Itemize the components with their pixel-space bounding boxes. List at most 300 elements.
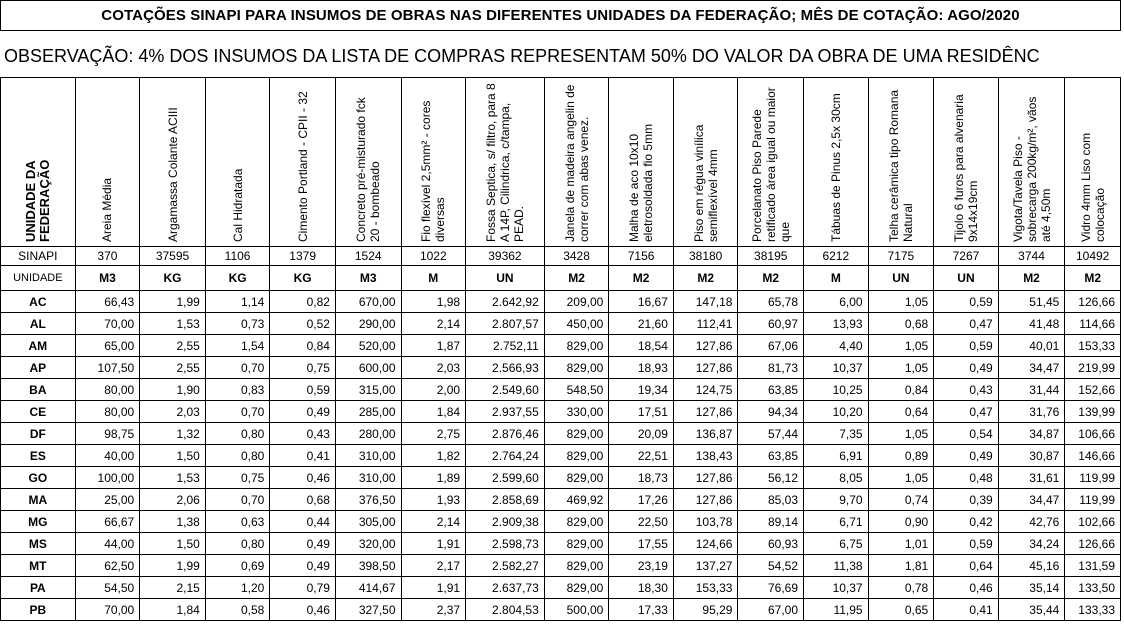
price-cell: 2.807,57 xyxy=(466,313,545,335)
price-cell: 17,26 xyxy=(609,489,674,511)
price-cell: 16,67 xyxy=(609,291,674,313)
table-row xyxy=(1,423,1121,445)
price-cell: 18,54 xyxy=(609,335,674,357)
price-cell: 1,05 xyxy=(868,291,934,313)
price-cell: 31,44 xyxy=(998,379,1065,401)
price-cell: 102,66 xyxy=(1065,511,1121,533)
price-cell: 0,84 xyxy=(868,379,934,401)
price-cell: 67,00 xyxy=(738,599,804,621)
price-cell: 285,00 xyxy=(335,401,401,423)
price-cell: 2,55 xyxy=(140,335,206,357)
price-cell: 133,33 xyxy=(1065,599,1121,621)
price-cell: 127,86 xyxy=(673,401,738,423)
price-cell: 20,09 xyxy=(609,423,674,445)
price-cell: 829,00 xyxy=(544,555,609,577)
price-cell: 18,73 xyxy=(609,467,674,489)
sinapi-code-cell: 3428 xyxy=(544,247,609,266)
price-cell: 35,14 xyxy=(998,577,1065,599)
price-cell: 11,95 xyxy=(804,599,869,621)
price-cell: 469,92 xyxy=(544,489,609,511)
price-cell: 80,00 xyxy=(75,379,140,401)
uf-cell: PB xyxy=(1,599,76,621)
price-cell: 22,51 xyxy=(609,445,674,467)
column-header-label: Piso em régua vinílica semiflexível 4mm xyxy=(691,124,720,242)
price-cell: 18,93 xyxy=(609,357,674,379)
price-cell: 100,00 xyxy=(75,467,140,489)
table-row xyxy=(1,379,1121,401)
price-cell: 829,00 xyxy=(544,357,609,379)
price-cell: 25,00 xyxy=(75,489,140,511)
price-cell: 17,51 xyxy=(609,401,674,423)
price-cell: 1,91 xyxy=(401,533,466,555)
sinapi-code-cell: 38180 xyxy=(673,247,738,266)
price-cell: 1,84 xyxy=(140,599,206,621)
price-cell: 310,00 xyxy=(335,467,401,489)
price-cell: 9,70 xyxy=(804,489,869,511)
uf-cell: GO xyxy=(1,467,76,489)
column-header-label: Areia Média xyxy=(100,177,115,242)
price-cell: 10,37 xyxy=(804,357,869,379)
price-cell: 85,03 xyxy=(738,489,804,511)
price-cell: 2.599,60 xyxy=(466,467,545,489)
price-cell: 2.876,46 xyxy=(466,423,545,445)
price-cell: 0,49 xyxy=(934,357,999,379)
price-cell: 829,00 xyxy=(544,335,609,357)
price-cell: 107,50 xyxy=(75,357,140,379)
price-cell: 63,85 xyxy=(738,379,804,401)
price-cell: 127,86 xyxy=(673,467,738,489)
price-cell: 2,55 xyxy=(140,357,206,379)
unit-cell: M2 xyxy=(1065,266,1121,291)
price-cell: 60,93 xyxy=(738,533,804,555)
price-cell: 2,03 xyxy=(140,401,206,423)
price-cell: 1,90 xyxy=(140,379,206,401)
price-cell: 1,82 xyxy=(401,445,466,467)
price-cell: 66,67 xyxy=(75,511,140,533)
column-header-cell xyxy=(75,78,140,247)
table-row xyxy=(1,357,1121,379)
column-header-cell xyxy=(738,78,804,247)
price-cell: 0,80 xyxy=(205,533,270,555)
column-header-label: Malha de aco 10x10 eletrosoldada fio 5mm xyxy=(627,123,656,242)
sinapi-code-cell: 370 xyxy=(75,247,140,266)
price-cell: 310,00 xyxy=(335,445,401,467)
unit-cell: KG xyxy=(205,266,270,291)
price-cell: 127,86 xyxy=(673,357,738,379)
price-cell: 23,19 xyxy=(609,555,674,577)
column-header-cell xyxy=(868,78,934,247)
uf-cell: MS xyxy=(1,533,76,555)
price-cell: 0,41 xyxy=(934,599,999,621)
unit-cell: UN xyxy=(868,266,934,291)
sinapi-code-cell: 6212 xyxy=(804,247,869,266)
price-cell: 2,00 xyxy=(401,379,466,401)
unit-cell: UN xyxy=(934,266,999,291)
price-cell: 2,15 xyxy=(140,577,206,599)
column-header-cell xyxy=(673,78,738,247)
price-cell: 2,06 xyxy=(140,489,206,511)
price-cell: 34,24 xyxy=(998,533,1065,555)
price-cell: 2,75 xyxy=(401,423,466,445)
uf-cell: MT xyxy=(1,555,76,577)
price-cell: 62,50 xyxy=(75,555,140,577)
price-cell: 6,00 xyxy=(804,291,869,313)
price-cell: 2.804,53 xyxy=(466,599,545,621)
unit-cell: M2 xyxy=(998,266,1065,291)
column-header-label: Janela de madeira angelin de correr com abas venez. xyxy=(562,84,591,242)
price-cell: 1,93 xyxy=(401,489,466,511)
price-cell: 829,00 xyxy=(544,533,609,555)
column-header-cell xyxy=(205,78,270,247)
price-cell: 0,68 xyxy=(270,489,336,511)
price-cell: 0,64 xyxy=(934,555,999,577)
price-cell: 95,29 xyxy=(673,599,738,621)
uf-cell: DF xyxy=(1,423,76,445)
table-row xyxy=(1,313,1121,335)
price-cell: 0,78 xyxy=(868,577,934,599)
price-cell: 153,33 xyxy=(673,577,738,599)
sinapi-code-cell: 39362 xyxy=(466,247,545,266)
price-cell: 500,00 xyxy=(544,599,609,621)
price-cell: 829,00 xyxy=(544,423,609,445)
price-cell: 147,18 xyxy=(673,291,738,313)
column-header-cell xyxy=(998,78,1065,247)
price-cell: 41,48 xyxy=(998,313,1065,335)
uf-cell: AP xyxy=(1,357,76,379)
column-header-cell xyxy=(140,78,206,247)
price-cell: 65,00 xyxy=(75,335,140,357)
price-cell: 0,43 xyxy=(270,423,336,445)
price-cell: 0,59 xyxy=(934,291,999,313)
column-header-label: Argamassa Colante ACIII xyxy=(165,107,180,242)
price-cell: 1,14 xyxy=(205,291,270,313)
price-cell: 21,60 xyxy=(609,313,674,335)
price-cell: 0,46 xyxy=(270,599,336,621)
price-cell: 327,50 xyxy=(335,599,401,621)
uf-cell: MG xyxy=(1,511,76,533)
uf-cell: AL xyxy=(1,313,76,335)
price-cell: 450,00 xyxy=(544,313,609,335)
price-cell: 31,61 xyxy=(998,467,1065,489)
price-cell: 6,71 xyxy=(804,511,869,533)
price-cell: 80,00 xyxy=(75,401,140,423)
price-cell: 0,63 xyxy=(205,511,270,533)
price-cell: 10,20 xyxy=(804,401,869,423)
unit-cell: UN xyxy=(466,266,545,291)
sinapi-code-cell: 7156 xyxy=(609,247,674,266)
unit-cell: M xyxy=(804,266,869,291)
price-cell: 81,73 xyxy=(738,357,804,379)
price-cell: 670,00 xyxy=(335,291,401,313)
table-row xyxy=(1,335,1121,357)
sinapi-label: SINAPI xyxy=(1,247,76,266)
column-header-label: Vigota/Tavela Piso - sobrecarga 200kg/m², vãos até 4,50m xyxy=(1010,96,1053,242)
price-cell: 1,38 xyxy=(140,511,206,533)
price-cell: 1,84 xyxy=(401,401,466,423)
price-cell: 0,75 xyxy=(270,357,336,379)
price-cell: 0,68 xyxy=(868,313,934,335)
price-cell: 0,59 xyxy=(934,335,999,357)
price-cell: 0,41 xyxy=(270,445,336,467)
price-cell: 2,14 xyxy=(401,511,466,533)
price-cell: 2.582,27 xyxy=(466,555,545,577)
table-row xyxy=(1,511,1121,533)
price-cell: 0,83 xyxy=(205,379,270,401)
column-header-label: Fio flexível 2,5mm² - cores diversas xyxy=(419,100,448,242)
price-cell: 0,70 xyxy=(205,401,270,423)
sinapi-code-cell: 1524 xyxy=(335,247,401,266)
price-cell: 6,75 xyxy=(804,533,869,555)
price-cell: 106,66 xyxy=(1065,423,1121,445)
sinapi-code-cell: 1106 xyxy=(205,247,270,266)
price-cell: 1,50 xyxy=(140,445,206,467)
price-cell: 119,99 xyxy=(1065,489,1121,511)
price-cell: 126,66 xyxy=(1065,291,1121,313)
column-header-cell xyxy=(609,78,674,247)
price-cell: 2,37 xyxy=(401,599,466,621)
price-cell: 1,50 xyxy=(140,533,206,555)
price-cell: 2.937,55 xyxy=(466,401,545,423)
column-header-label: Tábuas de Pinus 2,5x 30cm xyxy=(828,93,843,242)
price-cell: 0,44 xyxy=(270,511,336,533)
uf-cell: AC xyxy=(1,291,76,313)
price-cell: 133,50 xyxy=(1065,577,1121,599)
table-row xyxy=(1,401,1121,423)
price-cell: 76,69 xyxy=(738,577,804,599)
price-cell: 136,87 xyxy=(673,423,738,445)
price-cell: 51,45 xyxy=(998,291,1065,313)
sinapi-code-cell: 38195 xyxy=(738,247,804,266)
price-cell: 124,66 xyxy=(673,533,738,555)
unit-label: UNIDADE xyxy=(1,266,76,291)
price-cell: 520,00 xyxy=(335,335,401,357)
price-cell: 1,54 xyxy=(205,335,270,357)
column-header-cell xyxy=(335,78,401,247)
column-header-label: Porcelanato Piso Parede retificado área igual ou maior que xyxy=(749,87,792,242)
price-cell: 829,00 xyxy=(544,467,609,489)
table-row xyxy=(1,533,1121,555)
price-cell: 2.549,60 xyxy=(466,379,545,401)
uf-cell: MA xyxy=(1,489,76,511)
price-cell: 330,00 xyxy=(544,401,609,423)
price-cell: 829,00 xyxy=(544,511,609,533)
price-cell: 63,85 xyxy=(738,445,804,467)
price-cell: 18,30 xyxy=(609,577,674,599)
price-cell: 0,80 xyxy=(205,423,270,445)
price-cell: 376,50 xyxy=(335,489,401,511)
price-cell: 57,44 xyxy=(738,423,804,445)
unit-cell: M2 xyxy=(738,266,804,291)
price-cell: 0,48 xyxy=(934,467,999,489)
uf-cell: PA xyxy=(1,577,76,599)
uf-cell: BA xyxy=(1,379,76,401)
price-cell: 1,87 xyxy=(401,335,466,357)
price-cell: 0,46 xyxy=(934,577,999,599)
price-cell: 0,90 xyxy=(868,511,934,533)
price-cell: 2,17 xyxy=(401,555,466,577)
price-cell: 1,99 xyxy=(140,291,206,313)
price-cell: 10,37 xyxy=(804,577,869,599)
price-cell: 600,00 xyxy=(335,357,401,379)
price-cell: 54,52 xyxy=(738,555,804,577)
price-cell: 0,75 xyxy=(205,467,270,489)
price-cell: 40,01 xyxy=(998,335,1065,357)
corner-header-label: UNIDADE DA FEDERAÇÃO xyxy=(22,159,52,242)
price-cell: 320,00 xyxy=(335,533,401,555)
unit-cell: KG xyxy=(270,266,336,291)
price-cell: 0,46 xyxy=(270,467,336,489)
price-cell: 139,99 xyxy=(1065,401,1121,423)
price-cell: 829,00 xyxy=(544,577,609,599)
price-cell: 1,05 xyxy=(868,335,934,357)
price-cell: 60,97 xyxy=(738,313,804,335)
column-header-label: Telha cerâmica tipo Romana Natural xyxy=(886,89,915,242)
price-cell: 1,20 xyxy=(205,577,270,599)
price-cell: 0,82 xyxy=(270,291,336,313)
sinapi-code-row xyxy=(1,247,1121,266)
price-cell: 13,93 xyxy=(804,313,869,335)
price-cell: 42,76 xyxy=(998,511,1065,533)
price-cell: 89,14 xyxy=(738,511,804,533)
price-cell: 4,40 xyxy=(804,335,869,357)
price-cell: 0,84 xyxy=(270,335,336,357)
price-cell: 219,99 xyxy=(1065,357,1121,379)
column-header-cell xyxy=(544,78,609,247)
price-cell: 7,35 xyxy=(804,423,869,445)
page-title: COTAÇÕES SINAPI PARA INSUMOS DE OBRAS NAS DIFERENTES UNIDADES DA FEDERAÇÃO; MÊS DE COTAÇÃO: AGO/2020 xyxy=(0,0,1121,31)
price-cell: 70,00 xyxy=(75,313,140,335)
price-cell: 67,06 xyxy=(738,335,804,357)
table-row xyxy=(1,555,1121,577)
price-cell: 44,00 xyxy=(75,533,140,555)
price-cell: 1,89 xyxy=(401,467,466,489)
unit-cell: M xyxy=(401,266,466,291)
price-cell: 0,89 xyxy=(868,445,934,467)
observation-text: OBSERVAÇÃO: 4% DOS INSUMOS DA LISTA DE COMPRAS REPRESENTAM 50% DO VALOR DA OBRA DE UMA RESIDÊNC xyxy=(4,46,1040,66)
price-cell: 0,69 xyxy=(205,555,270,577)
price-cell: 290,00 xyxy=(335,313,401,335)
price-cell: 0,49 xyxy=(934,445,999,467)
price-cell: 209,00 xyxy=(544,291,609,313)
price-cell: 65,78 xyxy=(738,291,804,313)
column-header-cell xyxy=(270,78,336,247)
header-row xyxy=(1,78,1121,247)
unit-cell: M2 xyxy=(609,266,674,291)
price-cell: 2.909,38 xyxy=(466,511,545,533)
price-cell: 829,00 xyxy=(544,445,609,467)
price-cell: 114,66 xyxy=(1065,313,1121,335)
column-header-cell xyxy=(934,78,999,247)
price-cell: 2,14 xyxy=(401,313,466,335)
price-cell: 70,00 xyxy=(75,599,140,621)
price-cell: 2.752,11 xyxy=(466,335,545,357)
column-header-cell xyxy=(466,78,545,247)
price-cell: 153,33 xyxy=(1065,335,1121,357)
price-cell: 40,00 xyxy=(75,445,140,467)
price-cell: 10,25 xyxy=(804,379,869,401)
price-cell: 2.566,93 xyxy=(466,357,545,379)
price-cell: 0,49 xyxy=(270,401,336,423)
table-row xyxy=(1,445,1121,467)
price-cell: 1,32 xyxy=(140,423,206,445)
price-cell: 1,53 xyxy=(140,467,206,489)
uf-cell: ES xyxy=(1,445,76,467)
price-cell: 127,86 xyxy=(673,335,738,357)
price-cell: 0,49 xyxy=(270,555,336,577)
price-cell: 2.764,24 xyxy=(466,445,545,467)
price-cell: 2.637,73 xyxy=(466,577,545,599)
price-cell: 1,91 xyxy=(401,577,466,599)
table-row xyxy=(1,599,1121,621)
price-cell: 131,59 xyxy=(1065,555,1121,577)
sinapi-code-cell: 7267 xyxy=(934,247,999,266)
price-cell: 0,59 xyxy=(934,533,999,555)
unit-cell: M2 xyxy=(673,266,738,291)
column-header-label: Vidro 4mm Liso com colocação xyxy=(1078,132,1107,242)
price-cell: 280,00 xyxy=(335,423,401,445)
price-cell: 66,43 xyxy=(75,291,140,313)
price-table xyxy=(0,77,1121,621)
unit-row xyxy=(1,266,1121,291)
price-cell: 146,66 xyxy=(1065,445,1121,467)
price-cell: 54,50 xyxy=(75,577,140,599)
price-cell: 35,44 xyxy=(998,599,1065,621)
price-cell: 124,75 xyxy=(673,379,738,401)
price-cell: 31,76 xyxy=(998,401,1065,423)
price-cell: 152,66 xyxy=(1065,379,1121,401)
price-cell: 414,67 xyxy=(335,577,401,599)
price-cell: 1,99 xyxy=(140,555,206,577)
price-cell: 0,65 xyxy=(868,599,934,621)
price-cell: 0,80 xyxy=(205,445,270,467)
price-cell: 1,01 xyxy=(868,533,934,555)
price-cell: 137,27 xyxy=(673,555,738,577)
sinapi-code-cell: 7175 xyxy=(868,247,934,266)
price-cell: 11,38 xyxy=(804,555,869,577)
column-header-label: Fossa Septica, s/ filtro, para 8 A 14P, Cilindrica, c/tampa, PEAD. xyxy=(483,83,526,242)
price-cell: 2.642,92 xyxy=(466,291,545,313)
price-cell: 0,70 xyxy=(205,489,270,511)
unit-cell: M2 xyxy=(544,266,609,291)
sinapi-code-cell: 10492 xyxy=(1065,247,1121,266)
price-cell: 2.858,69 xyxy=(466,489,545,511)
price-cell: 1,05 xyxy=(868,467,934,489)
column-header-label: Concreto pré-misturado fck 20 - bombeado xyxy=(354,97,383,242)
price-cell: 0,73 xyxy=(205,313,270,335)
price-cell: 19,34 xyxy=(609,379,674,401)
column-header-cell xyxy=(804,78,869,247)
price-cell: 17,33 xyxy=(609,599,674,621)
table-row xyxy=(1,577,1121,599)
price-cell: 22,50 xyxy=(609,511,674,533)
price-cell: 34,47 xyxy=(998,489,1065,511)
price-cell: 138,43 xyxy=(673,445,738,467)
price-cell: 0,74 xyxy=(868,489,934,511)
price-cell: 0,58 xyxy=(205,599,270,621)
price-cell: 126,66 xyxy=(1065,533,1121,555)
price-cell: 2,03 xyxy=(401,357,466,379)
price-cell: 0,39 xyxy=(934,489,999,511)
column-header-label: Tijolo 6 furos para alvenaria 9x14x19cm xyxy=(951,94,980,242)
price-cell: 305,00 xyxy=(335,511,401,533)
sinapi-code-cell: 1022 xyxy=(401,247,466,266)
price-cell: 127,86 xyxy=(673,489,738,511)
table-row xyxy=(1,291,1121,313)
sinapi-code-cell: 3744 xyxy=(998,247,1065,266)
unit-cell: KG xyxy=(140,266,206,291)
price-cell: 0,49 xyxy=(270,533,336,555)
price-cell: 34,47 xyxy=(998,357,1065,379)
